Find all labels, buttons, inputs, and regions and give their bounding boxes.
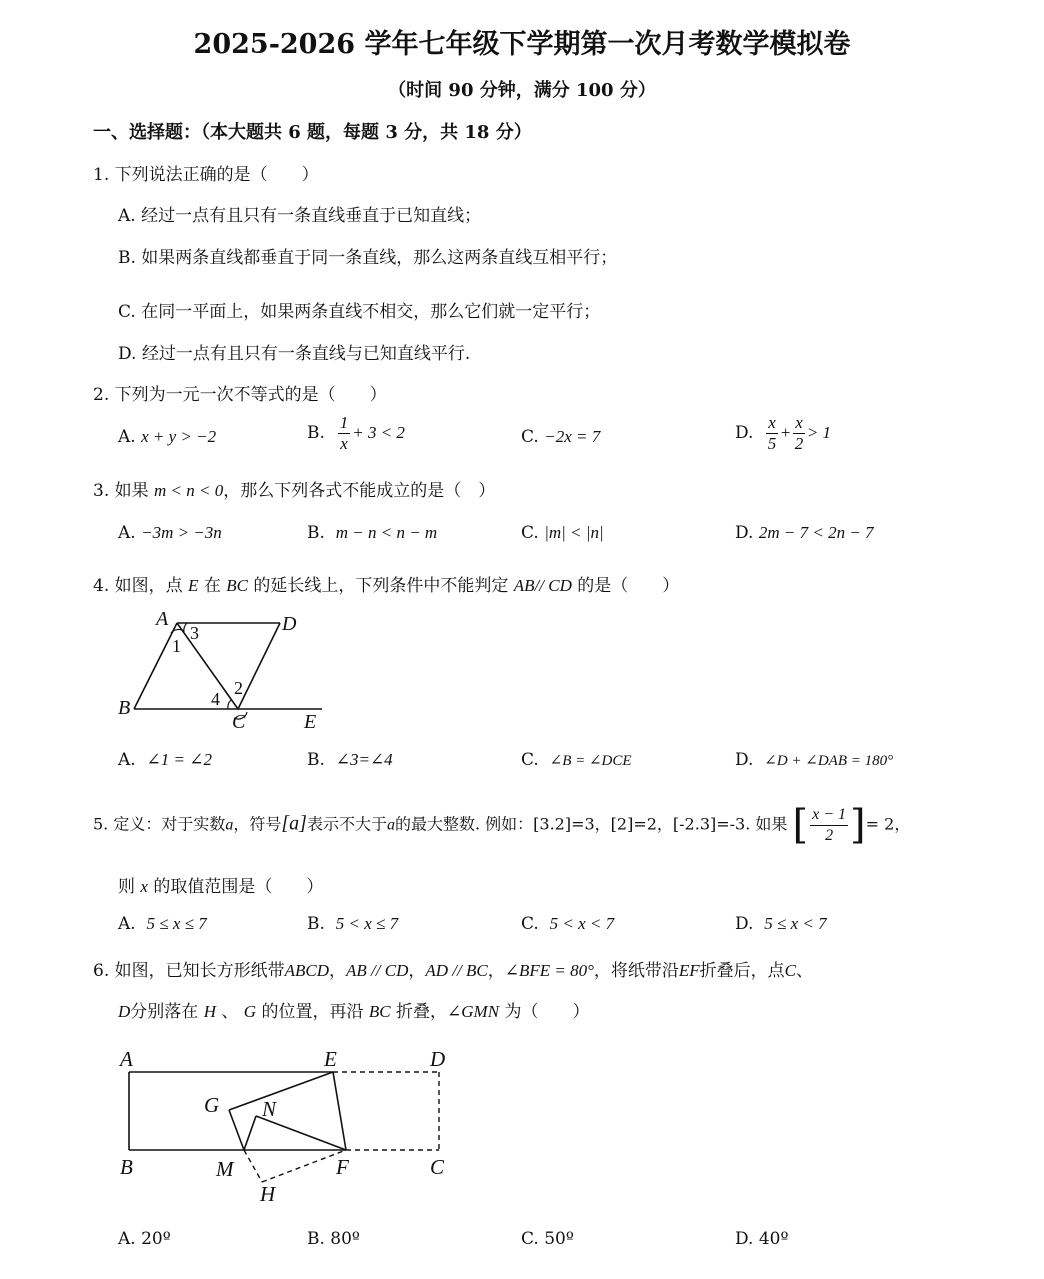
point-e-label: E [304,711,317,733]
question-5-stem: 5. 定义：对于实数a，符号[a]表示不大于a的最大整数. 例如：[3.2]=3，[2]=2，[-2.3]=-3. 如果 [ $\frac{x - 1}{2}$ ]= 2， [93,802,911,848]
question-3-option-c: C. |m| < |n| [521,523,604,543]
section-heading: 一、选择题：（本大题共 6 题，每题 3 分，共 18 分） [93,122,532,143]
fraction: $\frac{1}{x}$ [339,413,349,453]
question-2-option-d: D. $\frac{x}{5}$ + $\frac{x}{2}$ > 1 [735,413,832,453]
question-5-line2: 则 x 的取值范围是（ ） [118,877,324,897]
point-b-label: B [118,697,131,719]
question-2-stem: 2. 下列为一元一次不等式的是（ ） [93,385,387,405]
point-d-label: D [282,613,297,635]
question-5-option-c: C. 5 < x < 7 [521,914,615,934]
question-6-figure [110,1040,470,1210]
point-n-label: N [262,1097,277,1121]
angle-arc-3 [184,623,187,632]
fraction: $\frac{x}{5}$ [767,413,777,453]
option-label: A. [118,427,136,447]
edge-hf-dashed [262,1150,346,1182]
question-3-option-b: B. m − n < n − m [307,523,438,543]
point-m-label: M [216,1157,234,1181]
question-6-option-d: D. 40º [735,1229,789,1249]
point-a-label: A [120,1047,133,1071]
question-6-option-c: C. 50º [521,1229,574,1249]
point-g-label: G [204,1093,220,1117]
fold-line-ef [333,1072,346,1150]
question-4-option-c: C. ∠B = ∠DCE [521,750,632,770]
option-math: + 3 < 2 [352,423,405,442]
question-3-option-d: D. 2m − 7 < 2n − 7 [735,523,874,543]
question-6-line2: D分别落在 H 、 G 的位置，再沿 BC 折叠，∠GMN 为（ ） [118,1002,590,1022]
fraction: $\frac{x - 1}{2}$ [812,805,847,844]
edge-mh-dashed [244,1150,262,1182]
question-4-figure [110,600,340,740]
line-ac [177,623,238,709]
angle-1-label: 1 [172,636,181,656]
point-e-label: E [324,1047,337,1071]
option-math: −2x = 7 [544,427,601,446]
question-1-option-a: A. 经过一点有且只有一条直线垂直于已知直线； [118,206,482,226]
point-f-label: F [336,1155,349,1179]
question-2-option-b [307,413,405,454]
question-1-option-b: B. 如果两条直线都垂直于同一条直线，那么这两条直线互相平行； [118,248,618,268]
question-4-option-b: B. ∠3=∠4 [307,750,393,770]
point-d-label: D [430,1047,446,1071]
edge-nf [256,1116,346,1150]
edge-mn [244,1116,256,1150]
page-title: 2025-2026 学年七年级下学期第一次月考数学模拟卷 [193,29,851,60]
question-5-option-d: D. 5 ≤ x < 7 [735,914,827,934]
point-b-label: B [120,1155,133,1179]
angle-2-label: 2 [234,678,243,698]
angle-4-label: 4 [211,689,220,709]
question-6-option-a: A. 20º [118,1229,171,1249]
point-h-label: H [260,1182,276,1206]
question-3-option-a: A. −3m > −3n [118,523,222,543]
angle-3-label: 3 [190,623,199,643]
question-3-stem: 3. 如果 m < n < 0，那么下列各式不能成立的是（ ） [93,481,496,501]
line-ab [134,623,177,709]
question-5-option-a: A. 5 ≤ x ≤ 7 [118,914,207,934]
option-label: D. [735,423,754,443]
question-2-option-a [118,427,216,447]
question-2-option-c [521,427,600,447]
question-4-option-a: A. ∠1 = ∠2 [118,750,212,770]
question-4-option-d: D. ∠D + ∠DAB = 180° [735,750,894,770]
point-a-label: A [156,608,169,630]
exam-subtitle: （时间 90 分钟，满分 100 分） [388,80,656,101]
option-label: B. [307,423,325,443]
question-6-option-b: B. 80º [307,1229,360,1249]
option-label: C. [521,427,539,447]
edge-gm [229,1110,244,1150]
point-c-label: C [232,711,246,733]
question-4-stem: 4. 如图，点 E 在 BC 的延长线上，下列条件中不能判定 AB// CD 的是（ ） [93,576,680,596]
option-math: > 1 [806,423,832,442]
angle-arc-4 [228,700,231,709]
option-math: x + y > −2 [141,427,217,446]
question-1-option-d: D. 经过一点有且只有一条直线与已知直线平行. [118,344,471,364]
question-5-option-b: B. 5 < x ≤ 7 [307,914,399,934]
fraction: $\frac{x}{2}$ [794,413,804,453]
question-6-line1: 6. 如图，已知长方形纸带ABCD，AB // CD，AD // BC，∠BFE = 80°，将纸带沿EF折叠后，点C、 [93,961,813,981]
line-cd [238,623,280,709]
question-1-option-c: C. 在同一平面上，如果两条直线不相交，那么它们就一定平行； [118,302,601,322]
edge-eg [229,1072,333,1110]
question-1-stem: 1. 下列说法正确的是（ ） [93,165,319,185]
point-c-label: C [430,1155,445,1179]
